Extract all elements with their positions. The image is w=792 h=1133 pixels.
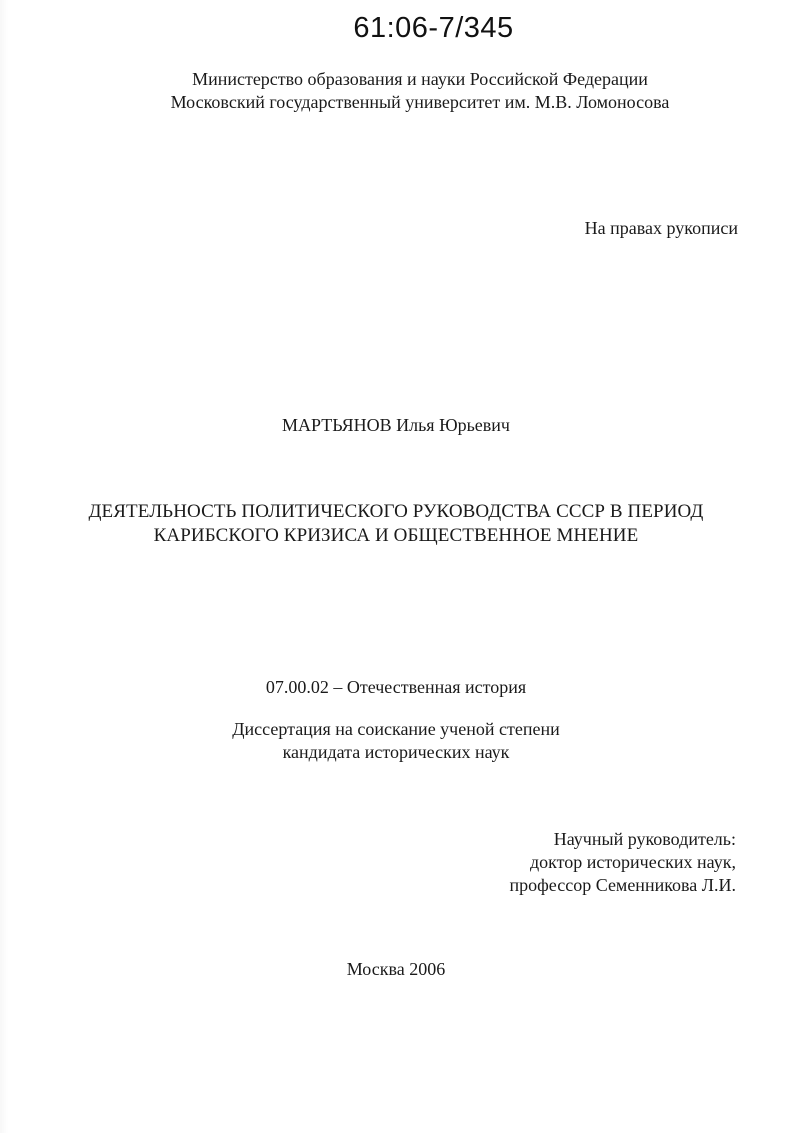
rights-note: На правах рукописи [584,218,738,238]
scientific-advisor [510,828,737,897]
degree-line-2: кандидата исторических наук [282,742,510,762]
university-name: Московский государственный университет им. М.В. Ломоносова [170,92,670,112]
degree-line-1: Диссертация на соискание ученой степени [232,719,560,739]
catalog-number-stamp: 61:06-7/345 [353,12,514,44]
degree-statement [0,718,792,764]
dissertation-title [0,500,792,548]
author-name: МАРТЬЯНОВ Илья Юрьевич [282,415,510,435]
title-line-1: ДЕЯТЕЛЬНОСТЬ ПОЛИТИЧЕСКОГО РУКОВОДСТВА СССР В ПЕРИОД [88,501,704,522]
title-line-2: КАРИБСКОГО КРИЗИСА И ОБЩЕСТВЕННОЕ МНЕНИЕ [153,525,639,546]
advisor-label: Научный руководитель: [553,829,736,849]
city-year: Москва 2006 [346,959,446,979]
ministry-name: Министерство образования и науки Российской Федерации [192,69,648,89]
advisor-title: доктор исторических наук, [530,852,736,872]
specialty-code: 07.00.02 – Отечественная история [265,677,527,697]
institution-header [0,68,792,114]
advisor-name: профессор Семенникова Л.И. [509,875,736,895]
